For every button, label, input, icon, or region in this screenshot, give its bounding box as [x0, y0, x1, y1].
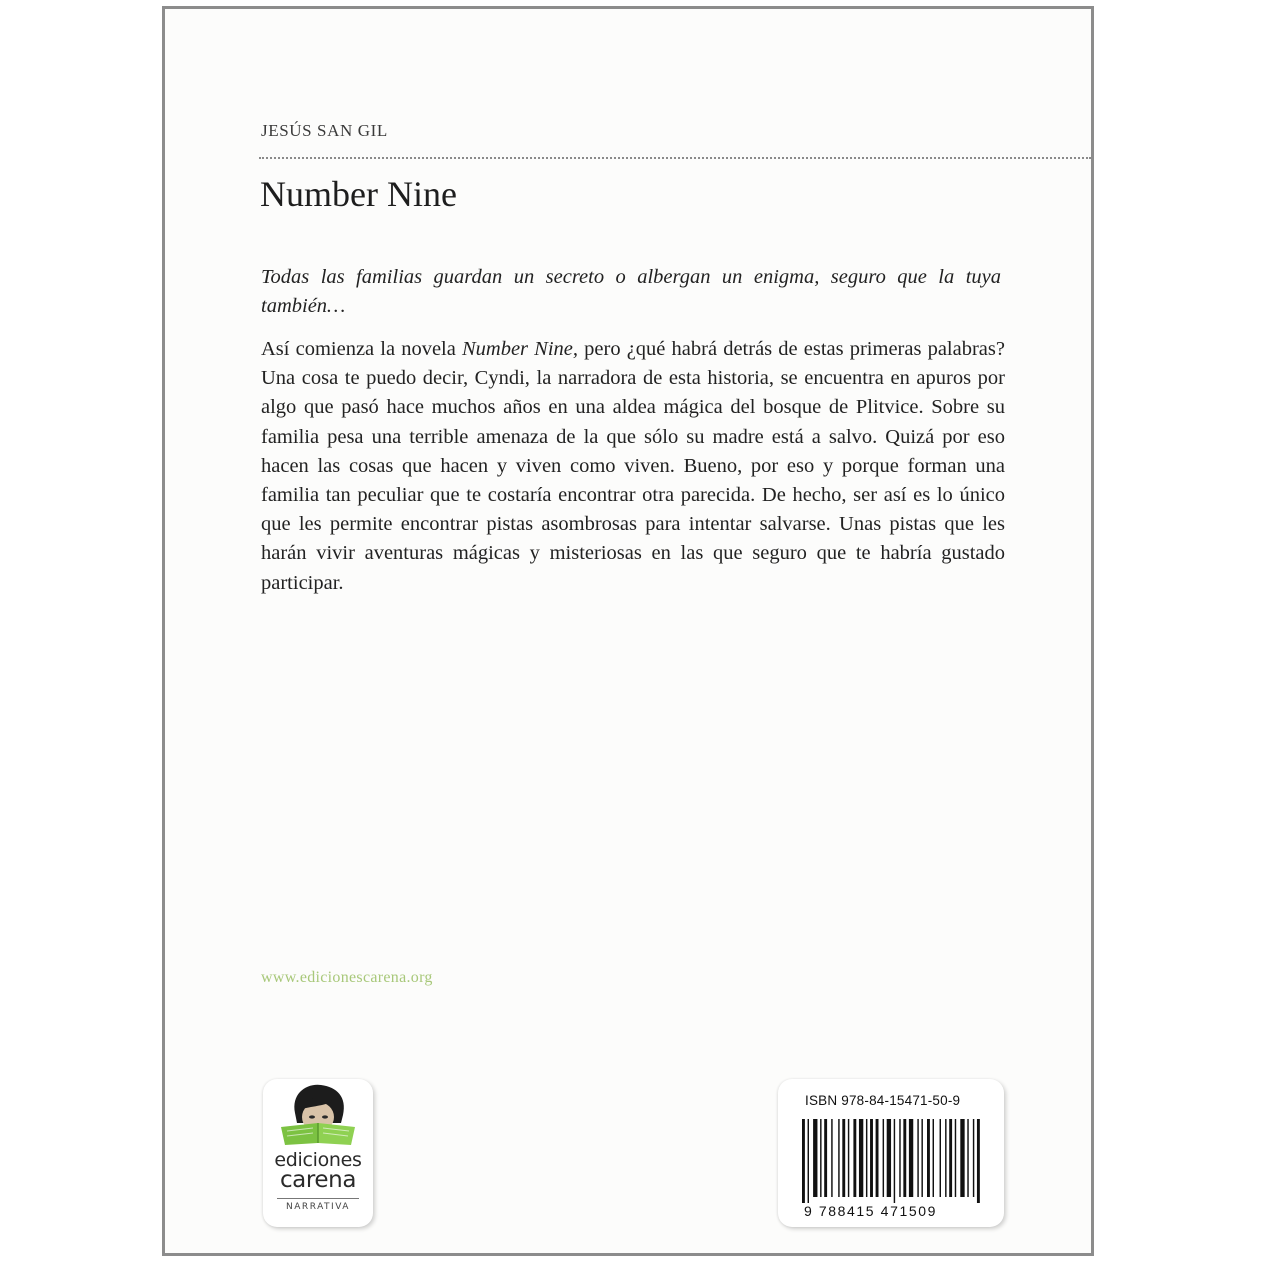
book-title: Number Nine: [260, 174, 457, 214]
author-name: JESÚS SAN GIL: [261, 121, 388, 140]
isbn-barcode-card: [778, 1079, 1004, 1227]
publisher-name-line1: ediciones: [274, 1149, 362, 1171]
publisher-name-line2: carena: [279, 1167, 357, 1193]
synopsis-title-italic: Number Nine,: [461, 338, 579, 360]
dotted-divider: [259, 157, 1091, 159]
isbn-label: ISBN 978-84-15471-50-9: [805, 1093, 961, 1108]
logo-divider: [277, 1198, 359, 1199]
publisher-logo: [263, 1079, 373, 1227]
back-cover: [162, 6, 1094, 1256]
barcode-digits: 9 788415 471509: [804, 1203, 937, 1219]
reader-logo-icon: [263, 1079, 373, 1151]
barcode-icon: [802, 1119, 982, 1203]
synopsis-text-1: Así comienza la novela: [261, 338, 462, 360]
publisher-website: www.edicionescarena.org: [261, 969, 433, 986]
synopsis: [261, 335, 1005, 598]
opening-quote: Todas las familias guardan un secreto o albergan un enigma, seguro que la tuya también…: [261, 266, 1001, 317]
synopsis-text-2: pero ¿qué habrá detrás de estas primeras palabras? Una cosa te puedo decir, Cyndi, la narradora de esta historia, se encuentra en apuros por algo que pasó hace muchos años en una aldea mágica del bosque de Plitvice. Sobre su familia pesa una terrible amenaza de la que sólo su madre está a salvo. Quizá por eso hacen las cosas que hacen y viven como viven. Bueno, por eso y porque forman una familia tan peculiar que te costaría encontrar otra parecida. De hecho, ser así es lo único que les permite encontrar pistas asombrosas para intentar salvarse. Unas pistas que les harán vivir aventuras mágicas y misteriosas en las que seguro que te habría gustado participar.: [261, 338, 1005, 594]
collection-label: NARRATIVA: [286, 1202, 350, 1212]
